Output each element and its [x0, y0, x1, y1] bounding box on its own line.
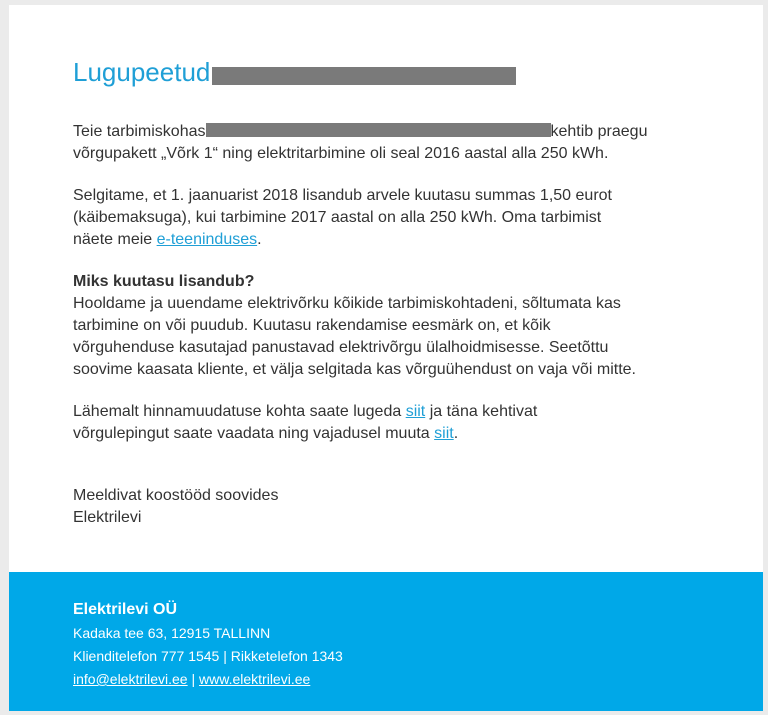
paragraph-fee-line-2: (käibemaksuga), kui tarbimine 2017 aastal on alla 250 kWh. Oma tarbimist	[73, 209, 602, 226]
more-info-line-2	[73, 423, 537, 445]
reason-line-4: soovime kaasata kliente, et välja selgitada kas võrguühendust on vaja või mitte.	[73, 361, 636, 378]
more-info-line-1-after: ja täna kehtivat	[425, 403, 538, 420]
footer-contact	[73, 598, 343, 691]
paragraph-reason	[73, 271, 636, 381]
paragraph-fee-line-3	[73, 229, 612, 251]
paragraph-fee-line-1: Selgitame, et 1. jaanuarist 2018 lisandub arvele kuutasu summas 1,50 eurot	[73, 187, 612, 204]
more-info-line-1	[73, 401, 537, 423]
contract-link[interactable]: siit	[434, 425, 454, 442]
reason-line-2: tarbimine on või puudub. Kuutasu rakendamise eesmärk on, et kõik	[73, 317, 551, 334]
paragraph-consumption	[73, 121, 647, 165]
paragraph-consumption-line-2: võrgupakett „Võrk 1“ ning elektritarbimine oli seal 2016 aastal alla 250 kWh.	[73, 145, 609, 162]
footer-address: Kadaka tee 63, 12915 TALLINN	[73, 625, 271, 641]
price-change-link[interactable]: siit	[405, 403, 426, 420]
fee-line-3-after: .	[257, 231, 262, 248]
consumption-text-after: kehtib praegu	[550, 123, 648, 140]
more-info-line-1-before: Lähemalt hinnamuudatuse kohta saate lugeda	[73, 403, 406, 420]
e-teenindus-link[interactable]: e-teeninduses	[156, 231, 258, 248]
fee-line-3-before: näete meie	[73, 231, 157, 248]
footer-company: Elektrilevi OÜ	[73, 601, 178, 618]
paragraph-consumption-line-1	[73, 121, 647, 143]
closing-line-1: Meeldivat koostööd soovides	[73, 487, 279, 504]
closing-signature: Elektrilevi	[73, 509, 142, 526]
reason-line-1: Hooldame ja uuendame elektrivõrku kõikide tarbimiskohtadeni, sõltumata kas	[73, 295, 621, 312]
consumption-text-before: Teie tarbimiskohas	[73, 123, 206, 140]
paragraph-fee	[73, 185, 612, 251]
redacted-address	[206, 123, 551, 137]
footer-phones: Klienditelefon 777 1545 | Rikketelefon 1343	[73, 648, 343, 664]
redacted-name	[212, 67, 516, 85]
reason-line-3: võrguhenduse kasutajad panustavad elektrivõrgu ülalhoidmisesse. Seetõttu	[73, 339, 609, 356]
footer	[9, 572, 763, 711]
greeting-heading	[73, 57, 516, 87]
footer-email-link[interactable]: info@elektrilevi.ee	[73, 671, 188, 687]
footer-website-link[interactable]: www.elektrilevi.ee	[199, 671, 311, 687]
closing	[73, 485, 278, 529]
more-info-line-2-after: .	[453, 425, 459, 442]
email-card	[9, 5, 763, 711]
footer-link-separator: |	[187, 671, 200, 687]
reason-heading: Miks kuutasu lisandub?	[73, 273, 255, 290]
paragraph-more-info	[73, 401, 537, 445]
greeting-text: Lugupeetud	[73, 57, 211, 87]
footer-links	[73, 668, 343, 691]
more-info-line-2-before: võrgulepingut saate vaadata ning vajadusel muuta	[73, 425, 435, 442]
